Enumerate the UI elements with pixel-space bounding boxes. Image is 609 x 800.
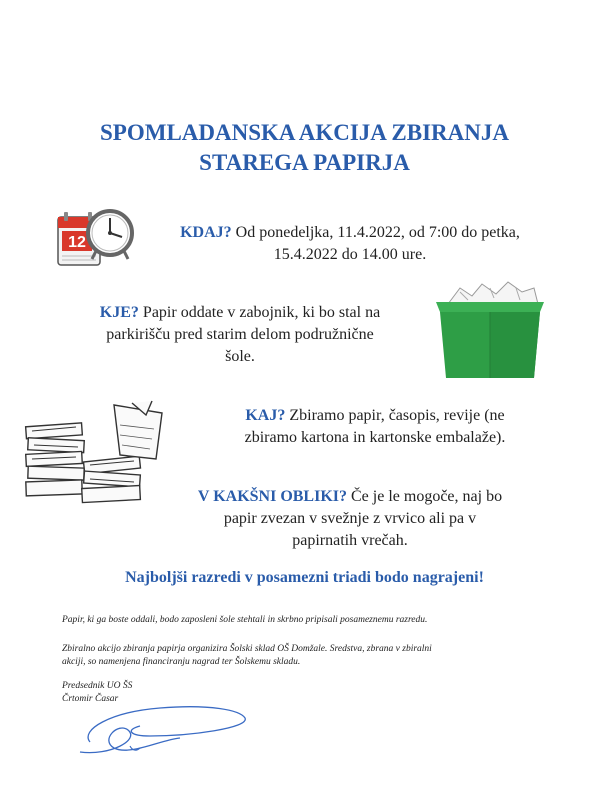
- kdaj-line-1: [130, 222, 570, 244]
- kaj-label: KAJ?: [245, 407, 286, 424]
- oblika-line-1: [170, 486, 530, 508]
- kaj-section: [180, 405, 570, 449]
- note-weighing: Papir, ki ga boste oddali, bodo zaposleni šole stehtali in skrbno pripisali posameznemu razredu.: [62, 615, 428, 625]
- title-line-2: STAREGA PAPIRJA: [199, 150, 410, 175]
- calendar-number: 12: [68, 234, 86, 251]
- kje-text-1: Papir oddate v zabojnik, ki bo stal na: [138, 304, 381, 321]
- note-organizer-line-1: Zbiralno akcijo zbiranja papirja organizira Šolski sklad OŠ Domžale. Sredstva, zbrana v zbiralni: [62, 644, 432, 654]
- kaj-text-1: Zbiramo papir, časopis, revije (ne: [285, 407, 505, 424]
- handwritten-signature: [70, 690, 270, 765]
- reward-announcement: Najboljši razredi v posamezni triadi bodo nagrajeni!: [125, 569, 484, 586]
- kaj-line-1: [180, 405, 570, 427]
- page-title: [0, 118, 609, 178]
- kje-line-2: parkirišču pred starim delom podružnične: [106, 326, 374, 343]
- kje-line-3: šole.: [225, 348, 255, 365]
- kdaj-line-2: 15.4.2022 do 14.00 ure.: [273, 246, 427, 263]
- kje-label: KJE?: [99, 304, 139, 321]
- signature-role: Predsednik UO ŠS: [62, 681, 133, 691]
- oblika-text-1: Če je le mogoče, naj bo: [347, 488, 503, 505]
- note-organizer: [62, 643, 582, 669]
- oblika-label: V KAKŠNI OBLIKI?: [197, 488, 347, 505]
- note-organizer-line-2: akciji, so namenjena financiranju nagrad ter Šolskemu skladu.: [62, 657, 301, 667]
- oblika-line-3: papirnatih vrečah.: [292, 532, 408, 549]
- kdaj-label: KDAJ?: [180, 224, 232, 241]
- kdaj-section: [130, 222, 570, 266]
- newspaper-stacks-icon: [22, 395, 172, 513]
- title-line-1: SPOMLADANSKA AKCIJA ZBIRANJA: [100, 120, 509, 145]
- kaj-line-2: zbiramo kartona in kartonske embalaže).: [244, 429, 506, 446]
- signature-name: Črtomir Časar: [62, 694, 119, 704]
- kje-line-1: [60, 302, 420, 324]
- kje-section: [60, 302, 420, 368]
- green-container-icon: [430, 278, 550, 382]
- oblika-section: [170, 486, 530, 552]
- calendar-clock-icon: [56, 203, 134, 277]
- kdaj-text-1: Od ponedeljka, 11.4.2022, od 7:00 do petka,: [231, 224, 520, 241]
- oblika-line-2: papir zvezan v svežnje z vrvico ali pa v: [223, 510, 477, 527]
